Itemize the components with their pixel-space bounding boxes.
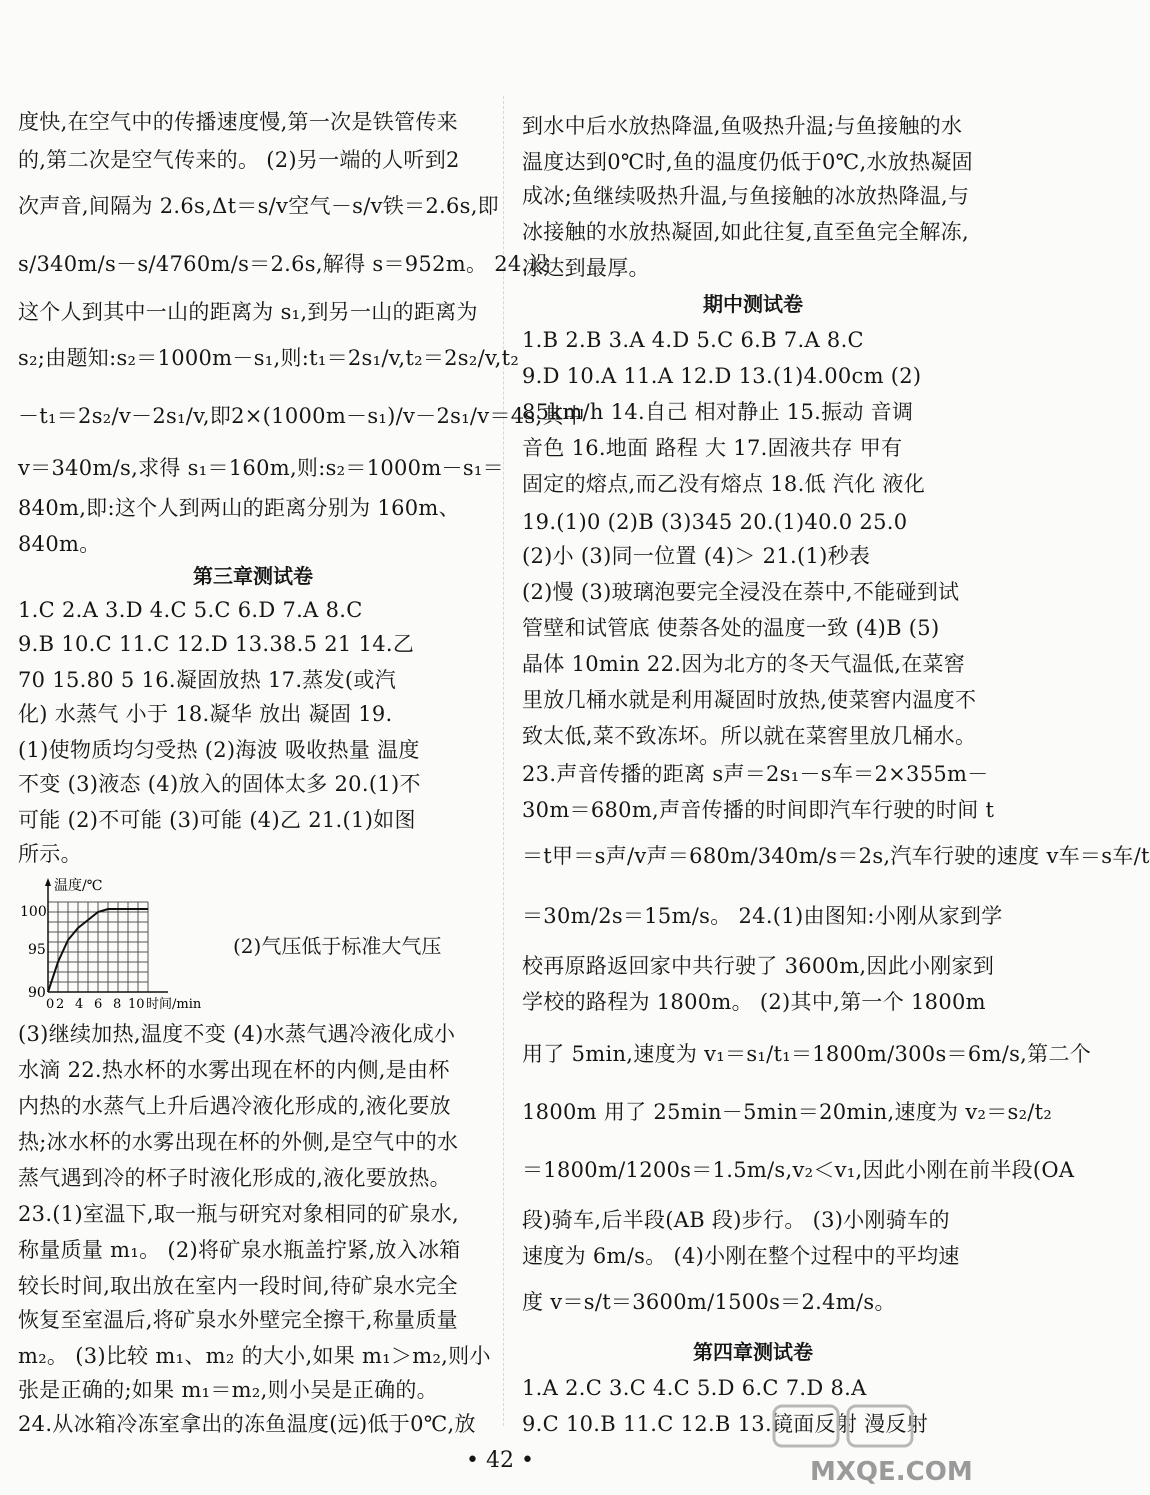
watermark-icon [770,1400,990,1488]
section-heading-ch3: 第三章测试卷 [193,564,313,588]
text-line: 840m。 [18,532,101,556]
column-divider [503,96,504,1426]
y-axis-label: 温度/℃ [54,878,103,894]
text-line: 9.B 10.C 11.C 12.D 13.38.5 21 14.乙 [18,632,415,656]
x-tick-label: 10 [128,997,145,1012]
text-line: (3)继续加热,温度不变 (4)水蒸气遇冷液化成小 [18,1022,456,1046]
text-line: ＝30m/2s＝15m/s。 24.(1)由图知:小刚从家到学 [522,904,1003,928]
text-line: 致太低,菜不致冻坏。所以就在菜窖里放几桶水。 [522,724,977,748]
text-line: 度 v＝s/t＝3600m/1500s＝2.4m/s。 [522,1290,896,1314]
text-line: 次声音,间隔为 2.6s,Δt＝s/v空气－s/v铁＝2.6s,即 [18,194,499,218]
text-line: 用了 5min,速度为 v₁＝s₁/t₁＝1800m/300s＝6m/s,第二个 [522,1042,1092,1066]
text-line: ＝1800m/1200s＝1.5m/s,v₂＜v₁,因此小刚在前半段(OA [522,1158,1075,1182]
text-line: 张是正确的;如果 m₁＝m₂,则小吴是正确的。 [18,1378,438,1402]
text-line: 85km/h 14.自己 相对静止 15.振动 音调 [522,400,914,424]
text-line: 温度达到0℃时,鱼的温度仍低于0℃,水放热凝固 [522,150,973,174]
text-line: 冰达到最厚。 [522,256,650,280]
text-line: s₂;由题知:s₂＝1000m－s₁,则:t₁＝2s₁/v,t₂＝2s₂/v,t₂ [18,346,520,370]
text-line: 9.C 10.B 11.C 12.B 13.镜面反射 漫反射 [522,1412,928,1436]
x-tick-label: 8 [113,997,122,1012]
text-line: 的,第二次是空气传来的。 (2)另一端的人听到2 [18,148,460,172]
text-line: 蒸气遇到冷的杯子时液化形成的,液化要放热。 [18,1166,451,1190]
x-tick-label: 6 [94,997,103,1012]
text-line: 70 15.80 5 16.凝固放热 17.蒸发(或汽 [18,668,396,692]
y-tick-label: 95 [28,942,46,958]
text-line: (1)使物质均匀受热 (2)海波 吸收热量 温度 [18,738,420,762]
temperature-time-graph [18,872,488,1012]
text-line: 23.(1)室温下,取一瓶与研究对象相同的矿泉水, [18,1202,459,1226]
text-line: 段)骑车,后半段(AB 段)步行。 (3)小刚骑车的 [522,1208,950,1232]
section-heading-ch4: 第四章测试卷 [693,1340,813,1364]
text-line: 不变 (3)液态 (4)放入的固体太多 20.(1)不 [18,772,421,796]
y-tick-label: 100 [20,904,47,920]
text-line: 1.A 2.C 3.C 4.C 5.D 6.C 7.D 8.A [522,1376,867,1400]
text-line: 1.C 2.A 3.D 4.C 5.C 6.D 7.A 8.C [18,598,363,622]
text-line: 成冰;鱼继续吸热升温,与鱼接触的冰放热降温,与 [522,184,970,208]
text-line: 这个人到其中一山的距离为 s₁,到另一山的距离为 [18,300,478,324]
graph-svg [18,872,228,1012]
page-number: • 42 • [466,1448,534,1473]
text-line: s/340m/s－s/4760m/s＝2.6s,解得 s＝952m。 24.设 [18,252,550,276]
text-line: 1800m 用了 25min－5min＝20min,速度为 v₂＝s₂/t₂ [522,1100,1053,1124]
text-line: 速度为 6m/s。 (4)小刚在整个过程中的平均速 [522,1244,960,1268]
text-line: 23.声音传播的距离 s声＝2s₁－s车＝2×355m－ [522,762,989,786]
text-line: 校再原路返回家中共行驶了 3600m,因此小刚家到 [522,954,995,978]
x-tick-label: 0 [46,997,55,1012]
text-line: 24.从冰箱冷冻室拿出的冻鱼温度(远)低于0℃,放 [18,1412,476,1436]
text-line: 冰接触的水放热凝固,如此往复,直至鱼完全解冻, [522,220,969,244]
text-line: 度快,在空气中的传播速度慢,第一次是铁管传来 [18,110,458,134]
y-tick-label: 90 [28,985,46,1001]
text-line: m₂。 (3)比较 m₁、m₂ 的大小,如果 m₁＞m₂,则小 [18,1344,491,1368]
text-line: 到水中后水放热降温,鱼吸热升温;与鱼接触的水 [522,114,963,138]
text-line: v＝340m/s,求得 s₁＝160m,则:s₂＝1000m－s₁＝ [18,456,504,480]
text-line: (2)慢 (3)玻璃泡要完全浸没在萘中,不能碰到试 [522,580,960,604]
text-line: 水滴 22.热水杯的水雾出现在杯的内侧,是由杯 [18,1058,450,1082]
text-line: 化) 水蒸气 小于 18.凝华 放出 凝固 19. [18,702,393,726]
x-tick-label: 2 [56,997,65,1012]
text-line: 学校的路程为 1800m。 (2)其中,第一个 1800m [522,990,986,1014]
text-line: 30m＝680m,声音传播的时间即汽车行驶的时间 t [522,798,995,822]
text-line: ＝t甲＝s声/v声＝680m/340m/s＝2s,汽车行驶的速度 v车＝s车/t [522,844,1150,868]
text-line: 内热的水蒸气上升后遇冷液化形成的,液化要放 [18,1094,451,1118]
text-line: 恢复至室温后,将矿泉水外壁完全擦干,称量质量 [18,1308,458,1332]
text-line: 1.B 2.B 3.A 4.D 5.C 6.B 7.A 8.C [522,328,864,352]
watermark-logo [770,1400,990,1488]
text-line: －t₁＝2s₂/v－2s₁/v,即2×(1000m－s₁)/v－2s₁/v＝4s,其中 [18,404,586,428]
text-line: 较长时间,取出放在室内一段时间,待矿泉水完全 [18,1274,458,1298]
text-line: 晶体 10min 22.因为北方的冬天气温低,在菜窖 [522,652,966,676]
text-line: 热;冰水杯的水雾出现在杯的外侧,是空气中的水 [18,1130,459,1154]
text-line: 音色 16.地面 路程 大 17.固液共存 甲有 [522,436,903,460]
text-line: 称量质量 m₁。 (2)将矿泉水瓶盖拧紧,放入冰箱 [18,1238,461,1262]
text-line: (2)小 (3)同一位置 (4)＞ 21.(1)秒表 [522,544,871,568]
text-line: 固定的熔点,而乙没有熔点 18.低 汽化 液化 [522,472,925,496]
watermark-text: MXQE.COM [810,1457,973,1487]
text-line: 里放几桶水就是利用凝固时放热,使菜窖内温度不 [522,688,977,712]
x-tick-label: 4 [75,997,84,1012]
text-line: 19.(1)0 (2)B (3)345 20.(1)40.0 25.0 [522,510,908,534]
x-axis-label: 时间/min [146,997,202,1012]
section-heading-midterm: 期中测试卷 [703,292,803,316]
text-line: 9.D 10.A 11.A 12.D 13.(1)4.00cm (2) [522,364,922,388]
text-line: 所示。 [18,842,82,866]
figure-caption: (2)气压低于标准大气压 [233,934,442,958]
text-line: 可能 (2)不可能 (3)可能 (4)乙 21.(1)如图 [18,808,416,832]
text-line: 840m,即:这个人到两山的距离分别为 160m、 [18,496,460,520]
text-line: 管壁和试管底 使萘各处的温度一致 (4)B (5) [522,616,940,640]
